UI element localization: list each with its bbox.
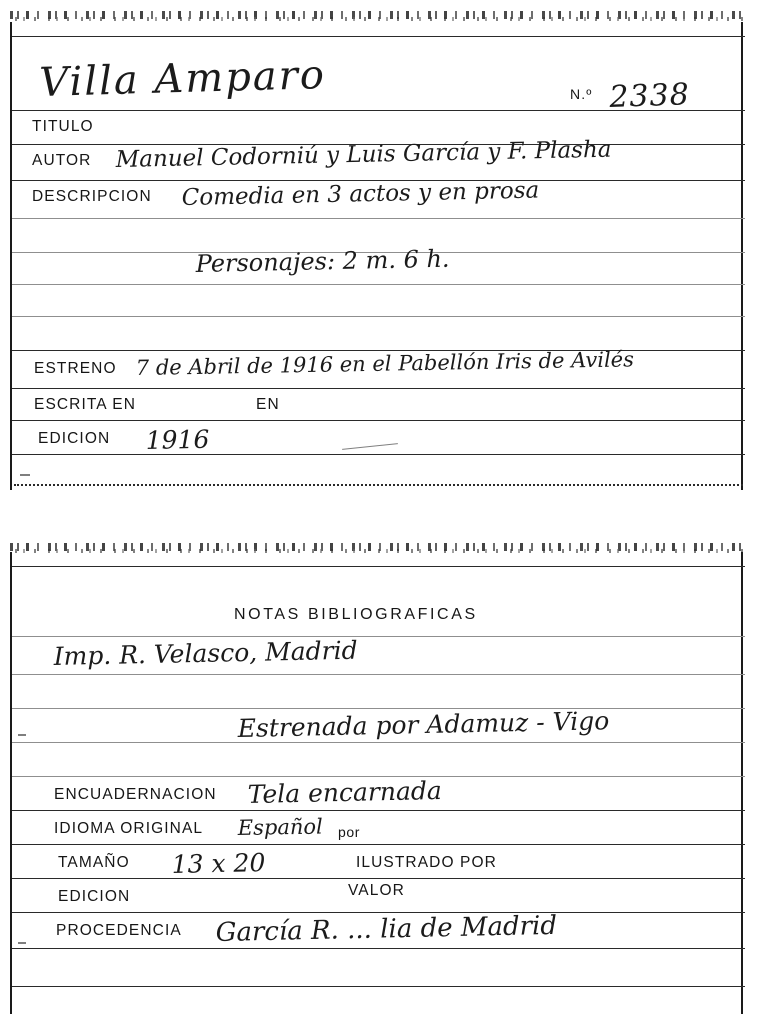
field-value-encuadernacion: Tela encarnada: [247, 775, 443, 809]
rule: [12, 708, 745, 709]
rule: [12, 454, 745, 455]
bibliographic-note-2: Estrenada por Adamuz - Vigo: [237, 706, 610, 743]
field-label-edicion-bottom: EDICION: [58, 888, 131, 905]
rule: [12, 36, 745, 37]
handwritten-title: Villa Amparo: [38, 52, 327, 106]
rule: [12, 636, 745, 637]
field-value-personajes: Personajes: 2 m. 6 h.: [195, 244, 450, 278]
field-label-tamano: TAMAÑO: [58, 854, 130, 871]
field-label-idioma-original: IDIOMA ORIGINAL: [54, 820, 204, 837]
rule: [12, 844, 745, 845]
stray-mark: [20, 474, 30, 476]
field-label-por: por: [338, 824, 361, 840]
stray-mark: [342, 443, 398, 450]
field-value-tamano: 13 x 20: [171, 848, 266, 879]
field-label-titulo: TITULO: [32, 118, 94, 135]
rule: [12, 388, 745, 389]
rule: [12, 878, 745, 879]
field-value-procedencia: García R. ... lia de Madrid: [215, 910, 558, 948]
field-label-ilustrado-por: ILUSTRADO POR: [356, 854, 497, 871]
rule: [12, 810, 745, 811]
field-label-autor: AUTOR: [32, 152, 92, 169]
card-bottom-trim: [14, 484, 743, 486]
notes-heading: NOTAS BIBLIOGRAFICAS: [234, 606, 478, 623]
rule: [12, 566, 745, 567]
rule: [12, 948, 745, 949]
field-label-edicion: EDICION: [38, 430, 111, 447]
rule: [12, 986, 745, 987]
field-value-idioma-original: Español: [237, 814, 323, 840]
field-value-autor: Manuel Codorniú y Luis García y F. Plasha: [115, 136, 612, 173]
number-label: N.º: [570, 86, 593, 102]
rule: [12, 218, 745, 219]
catalog-card-top: [10, 22, 743, 490]
number-value: 2338: [608, 77, 691, 115]
rule: [12, 674, 745, 675]
rule: [12, 316, 745, 317]
field-value-descripcion: Comedia en 3 actos y en prosa: [181, 177, 540, 211]
field-label-descripcion: DESCRIPCION: [32, 188, 152, 205]
rule: [12, 912, 745, 913]
stray-mark: [18, 734, 26, 736]
stray-mark: [18, 942, 26, 944]
field-label-estreno: ESTRENO: [34, 360, 117, 377]
field-value-edicion: 1916: [145, 424, 210, 455]
catalog-card-bottom: [10, 552, 743, 1014]
rule: [12, 284, 745, 285]
field-label-escrita-en: ESCRITA EN: [34, 396, 137, 413]
rule: [12, 742, 745, 743]
field-label-procedencia: PROCEDENCIA: [56, 922, 182, 939]
field-label-valor: VALOR: [348, 882, 405, 899]
field-label-en: EN: [256, 396, 280, 413]
field-label-encuadernacion: ENCUADERNACION: [54, 786, 217, 803]
bibliographic-note-1: Imp. R. Velasco, Madrid: [53, 635, 358, 671]
card-top-edge-noise: [10, 8, 743, 22]
rule: [12, 420, 745, 421]
field-value-estreno: 7 de Abril de 1916 en el Pabellón Iris de Avilés: [135, 347, 635, 380]
